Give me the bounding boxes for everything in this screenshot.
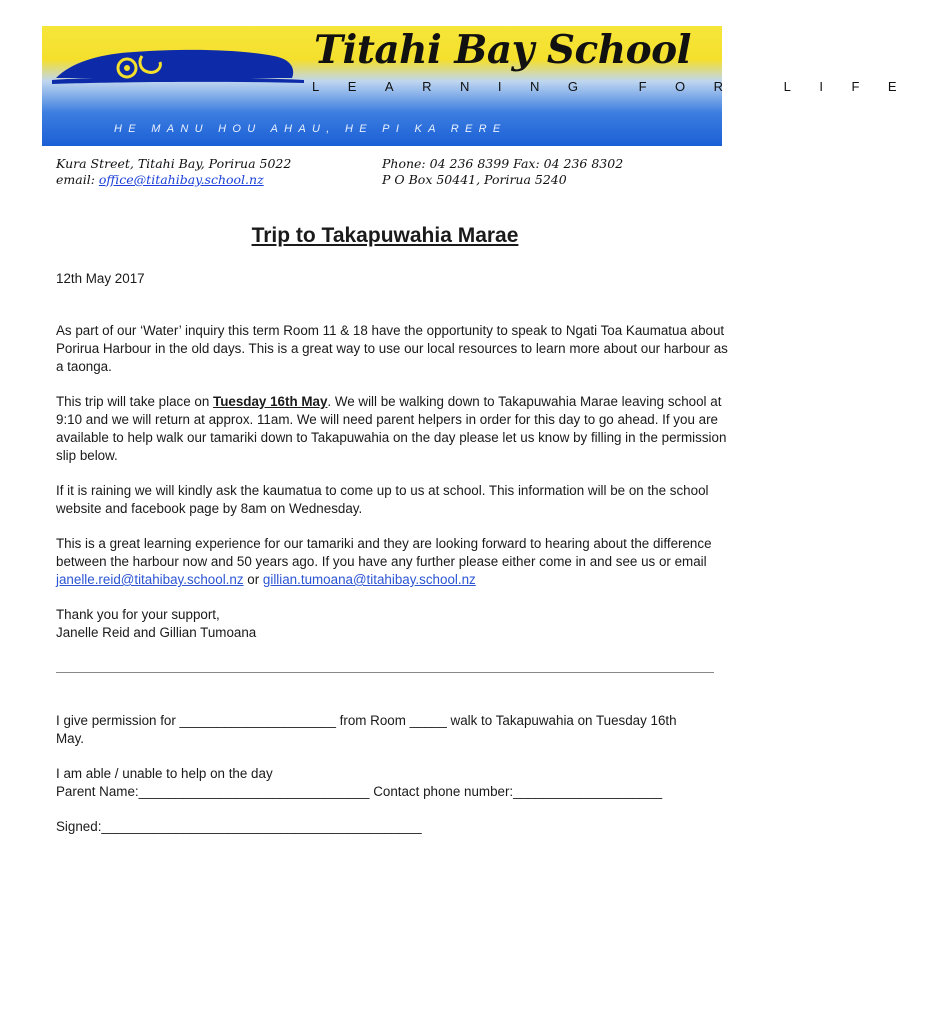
- po-box: P O Box 50441, Porirua 5240: [382, 172, 567, 187]
- email-gillian-link[interactable]: gillian.tumoana@titahibay.school.nz: [262, 572, 476, 587]
- letter-title: Trip to Takapuwahia Marae: [251, 224, 519, 247]
- paragraph-4: This is a great learning experience for our tamariki and they are looking forward to hearing about the difference between the harbour now and 50 years ago. If you have any further please either come in and see us or email janelle.reid@titahibay.school.nz or gillian.tumoana@titahibay.school.nz: [56, 536, 712, 587]
- school-motto: LEARNING FOR LIFE: [312, 79, 925, 94]
- email-label: email:: [56, 172, 99, 187]
- maori-motto: HE MANU HOU AHAU, HE PI KA RERE: [114, 123, 507, 135]
- paragraph-2: This trip will take place on Tuesday 16th May. We will be walking down to Takapuwahia Marae leaving school at 9:10 and we will return at approx. 11am. We will need parent helpers in order for this day to go ahead. If you are available to help walk our tamariki down to Takapuwahia on the day please let us know by filling in the permission slip below.: [56, 394, 727, 463]
- school-banner: [42, 26, 925, 146]
- paragraph-1: As part of our ‘Water’ inquiry this term Room 11 & 18 have the opportunity to speak to Ngati Toa Kaumatua about Porirua Harbour in the old days. This is a great way to use our local resources to learn more about our harbour as a taonga.: [56, 323, 728, 374]
- signature-line: Signed:___________________________________________: [56, 819, 422, 834]
- permission-line: I give permission for _____________________ from Room _____ walk to Takapuwahia on Tuesday 16th May.: [56, 713, 677, 746]
- paragraph-3: If it is raining we will kindly ask the kaumatua to come up to us at school. This information will be on the school website and facebook page by 8am on Wednesday.: [56, 483, 709, 516]
- parent-name-line: Parent Name:_______________________________ Contact phone number:____________________: [56, 784, 663, 799]
- cut-line-divider: [56, 672, 714, 673]
- phone-fax: Phone: 04 236 8399 Fax: 04 236 8302: [382, 156, 624, 171]
- trip-date: Tuesday 16th May: [213, 394, 328, 409]
- school-email-link[interactable]: office@titahibay.school.nz: [98, 172, 264, 187]
- signoff: Janelle Reid and Gillian Tumoana: [56, 625, 257, 640]
- help-choice-line: I am able / unable to help on the day: [56, 766, 273, 781]
- thanks-line: Thank you for your support,: [56, 607, 220, 622]
- address-right: [382, 156, 623, 188]
- email-line: [56, 172, 291, 188]
- street-address: Kura Street, Titahi Bay, Porirua 5022: [56, 156, 292, 171]
- email-janelle-link[interactable]: janelle.reid@titahibay.school.nz: [56, 572, 244, 587]
- school-name: Titahi Bay School: [314, 27, 691, 73]
- address-left: [56, 156, 291, 188]
- letter-date: 12th May 2017: [56, 271, 145, 286]
